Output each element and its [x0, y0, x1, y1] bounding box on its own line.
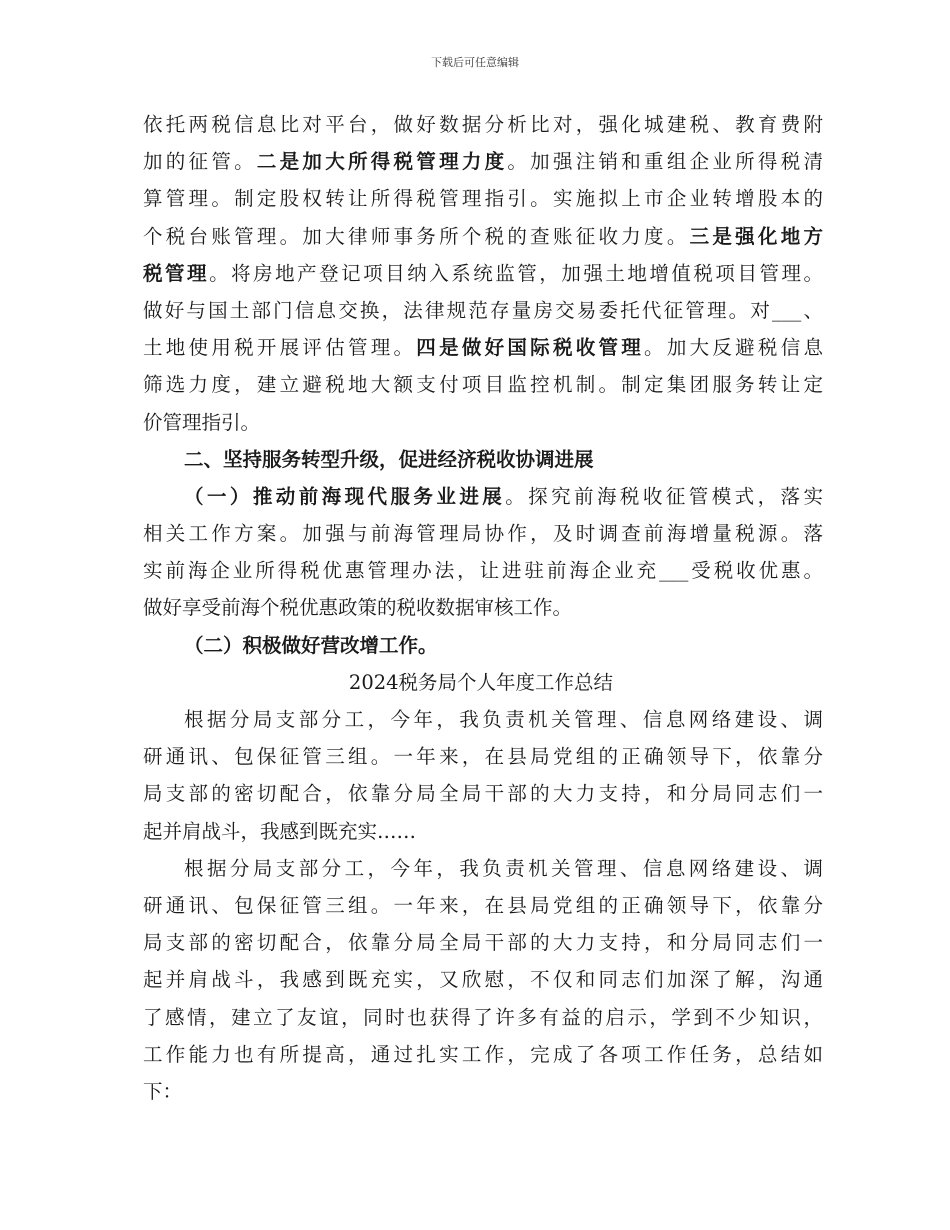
text-line: 算管理。制定股权转让所得税管理指引。实施拟上市企业转增股本的 [143, 187, 823, 211]
section-heading: 二、坚持服务转型升级，促进经济税收协调进展 [184, 447, 594, 471]
text-line: 工作能力也有所提高，通过扎实工作，完成了各项工作任务，总结如 [143, 1042, 823, 1066]
document-title: 2024税务局个人年度工作总结 [348, 670, 614, 694]
document-body [143, 106, 823, 1110]
text-line: 做好与国土部门信息交换，法律规范存量房交易委托代征管理。对___、 [143, 298, 823, 322]
bold-heading-span: 三是强化地方 [689, 224, 823, 248]
subsection-title: （一）推动前海现代服务业进展 [184, 484, 506, 508]
bold-heading-span: 二是加大所得税管理力度 [256, 150, 508, 174]
text-line [143, 478, 823, 515]
text-line: 研通讯、包保征管三组。一年来，在县局党组的正确领导下，依靠分 [143, 893, 823, 917]
bold-heading-span: 四是做好国际税收管理 [416, 336, 645, 360]
text-line: 相关工作方案。加强与前海管理局协作，及时调查前海增量税源。落 [143, 522, 823, 546]
text-line: 根据分局支部分工，今年，我负责机关管理、信息网络建设、调 [184, 856, 823, 880]
text-line: 研通讯、包保征管三组。一年来，在县局党组的正确领导下，依靠分 [143, 745, 823, 769]
text-line [143, 329, 823, 366]
page-header-note: 下载后可任意编辑 [431, 56, 519, 69]
text-line: 实前海企业所得税优惠管理办法，让进驻前海企业充___受税收优惠。 [143, 559, 823, 583]
text-line: 局支部的密切配合，依靠分局全局干部的大力支持，和分局同志们一 [143, 782, 823, 806]
text-line: 起并肩战斗，我感到既充实…… [143, 819, 417, 843]
text-line: 依托两税信息比对平台，做好数据分析比对，强化城建税、教育费附 [143, 113, 823, 136]
paragraph-summary-excerpt [143, 701, 823, 850]
text-span: 土地使用税开展评估管理。 [143, 336, 417, 360]
text-line: 做好享受前海个税优惠政策的税收数据审核工作。 [143, 596, 573, 620]
text-span: 。加强注销和重组企业所得税清 [507, 150, 823, 174]
text-line: 起并肩战斗，我感到既充实，又欣慰，不仅和同志们加深了解，沟通 [143, 968, 823, 992]
paragraph-qianhai [143, 478, 823, 627]
text-line [143, 255, 823, 292]
text-span: 加的征管。 [143, 150, 257, 174]
text-line: 根据分局支部分工，今年，我负责机关管理、信息网络建设、调 [184, 708, 823, 731]
subsection-title: （二）积极做好营改增工作。 [184, 633, 438, 657]
text-line: 下： [143, 1079, 183, 1103]
text-line: 筛选力度，建立避税地大额支付项目监控机制。制定集团服务转让定 [143, 373, 823, 397]
text-line [143, 143, 823, 180]
paragraph-summary-full [143, 850, 823, 1110]
text-line: 局支部的密切配合，依靠分局全局干部的大力支持，和分局同志们一 [143, 931, 823, 955]
bold-heading-span: 税管理 [143, 261, 210, 285]
paragraph-tax-management [143, 106, 823, 441]
text-line [143, 218, 823, 255]
text-span: 。加大反避税信息 [644, 336, 823, 360]
text-span: 。将房地产登记项目纳入系统监管，加强土地增值税项目管理。 [209, 261, 823, 285]
text-line: 价管理指引。 [143, 410, 261, 434]
text-line: 了感情，建立了友谊，同时也获得了许多有益的启示，学到不少知识， [143, 1005, 823, 1029]
text-span: 。探究前海税收征管模式，落实 [505, 484, 823, 508]
text-span: 个税台账管理。加大律师事务所个税的查账征收力度。 [143, 224, 690, 248]
